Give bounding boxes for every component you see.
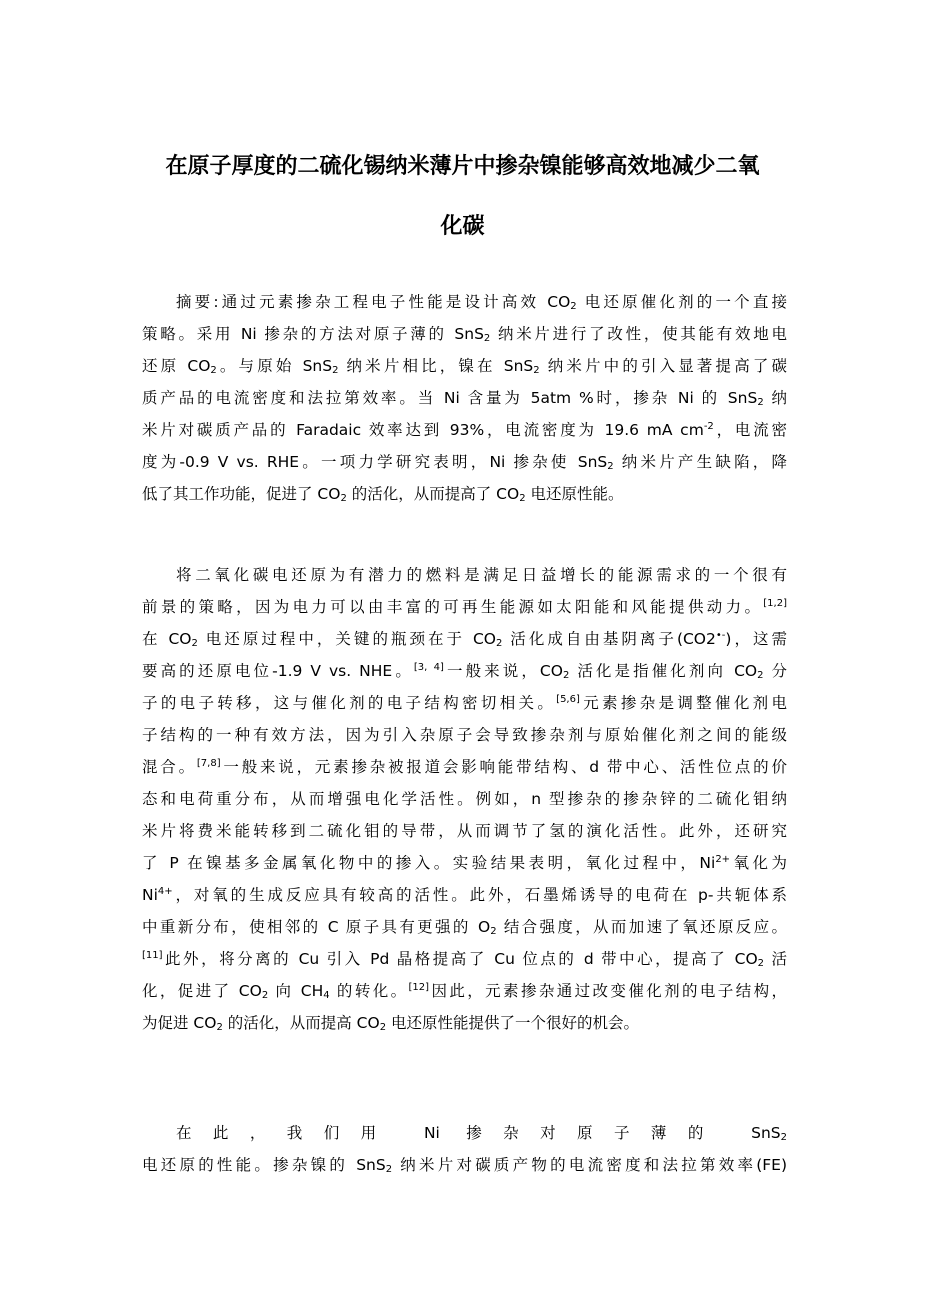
intro-line-12: 中重新分布，使相邻的 C 原子具有更强的 $O_2$ 结合强度，从而加速了氧还原反应。 — [142, 918, 787, 937]
intro-line-10: 了 P 在镍基多金属氧化物中的掺入。实验结果表明，氧化过程中，$Ni^{2+}$氧化为 — [142, 854, 787, 872]
intro-line-8: 态和电荷重分布，从而增强电化学活性。例如，n 型掺杂的掺杂锌的二硫化钼纳 — [142, 790, 787, 808]
abstract-line-4: 质产品的电流密度和法拉第效率。当 Ni 含量为 5atm %时，掺杂 Ni 的 SnS$_2$ 纳 — [142, 389, 787, 408]
abstract-line-1: 摘要:通过元素掺杂工程电子性能是设计高效 $CO_2$ 电还原催化剂的一个直接 — [176, 293, 787, 312]
paper-title-line-2: 化碳 — [440, 214, 485, 239]
intro-line-7: 混合。[7,8]一般来说，元素掺杂被报道会影响能带结构、d 带中心、活性位点的价 — [142, 758, 787, 776]
intro-line-4: 要高的还原电位-1.9 V vs. NHE。[3, 4]一般来说，$CO_2$ 活化是指催化剂向 $CO_2$ 分 — [142, 662, 787, 681]
intro2-line-2: 电还原的性能。掺杂镍的 SnS$_2$ 纳米片对碳质产物的电流密度和法拉第效率(FE) — [142, 1156, 787, 1175]
intro-line-1: 将二氧化碳电还原为有潜力的燃料是满足日益增长的能源需求的一个很有 — [176, 566, 787, 584]
abstract-paragraph — [142, 286, 787, 510]
abstract-line-7: 低了其工作功能，促进了 $CO_2$ 的活化，从而提高了 $CO_2$ 电还原性能。 — [142, 485, 624, 504]
abstract-line-3: 还原 $CO_2$。与原始 SnS$_2$ 纳米片相比，镍在 SnS$_2$ 纳米片中的引入显著提高了碳 — [142, 357, 787, 376]
intro-line-13: [11]此外，将分离的 Cu 引入 Pd 晶格提高了 Cu 位点的 d 带中心，提高了 $CO_2$ 活 — [142, 950, 787, 969]
abstract-line-6: 度为-0.9 V vs. RHE。一项力学研究表明，Ni 掺杂使 SnS$_2$ 纳米片产生缺陷，降 — [142, 453, 787, 472]
intro-line-3: 在 $CO_2$ 电还原过程中，关键的瓶颈在于 $CO_2$ 活化成自由基阴离子(CO2•-)，这需 — [142, 630, 787, 649]
intro-line-5: 子的电子转移，这与催化剂的电子结构密切相关。[5,6]元素掺杂是调整催化剂电 — [142, 694, 787, 712]
intro-paragraph-1 — [142, 559, 787, 1039]
abstract-line-5: 米片对碳质产品的 Faradaic 效率达到 93%，电流密度为 19.6 mA $cm^{-2}$，电流密 — [142, 421, 787, 439]
intro-line-15: 为促进 $CO_2$ 的活化，从而提高 $CO_2$ 电还原性能提供了一个很好的机会。 — [142, 1014, 640, 1033]
intro-line-2: 前景的策略，因为电力可以由丰富的可再生能源如太阳能和风能提供动力。[1,2] — [142, 598, 787, 616]
abstract-line-2: 策略。采用 Ni 掺杂的方法对原子薄的 SnS$_2$ 纳米片进行了改性，使其能有效地电 — [142, 325, 787, 344]
intro2-line-1: 在此，我们用 Ni 掺杂对原子薄的 SnS$_2$ — [176, 1124, 787, 1143]
intro-line-6: 子结构的一种有效方法，因为引入杂原子会导致掺杂剂与原始催化剂之间的能级 — [142, 726, 787, 744]
intro-line-14: 化，促进了 $CO_2$ 向 $CH_4$ 的转化。[12]因此，元素掺杂通过改变催化剂的电子结构， — [142, 982, 787, 1001]
intro-line-11: $Ni^{4+}$，对氧的生成反应具有较高的活性。此外，石墨烯诱导的电荷在 p-共轭体系 — [142, 886, 787, 904]
intro-paragraph-2 — [142, 1117, 787, 1181]
paper-title-line-1: 在原子厚度的二硫化锡纳米薄片中掺杂镍能够高效地减少二氧 — [165, 154, 760, 179]
intro-line-9: 米片将费米能转移到二硫化钼的导带，从而调节了氢的演化活性。此外，还研究 — [142, 822, 787, 840]
